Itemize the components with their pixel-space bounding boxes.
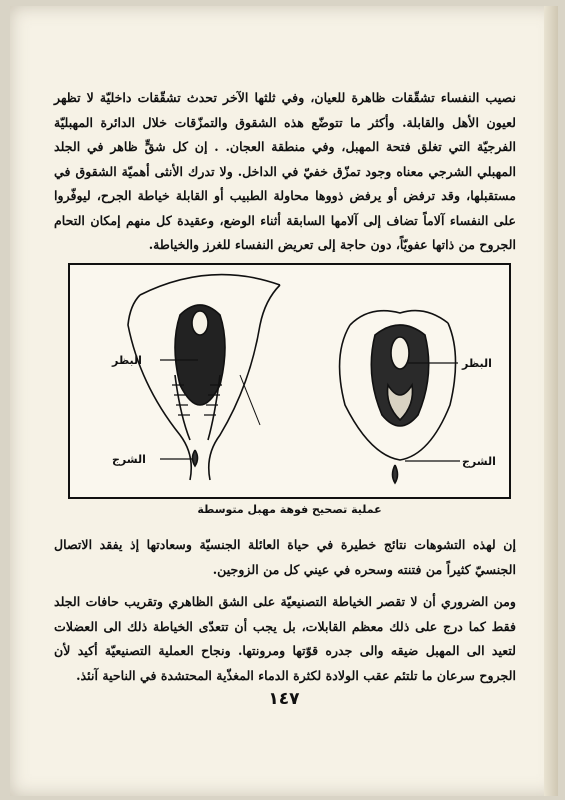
right-anus-label: الشرج — [462, 455, 496, 468]
top-text-block — [54, 86, 516, 266]
left-clitoris-label: البظر — [112, 354, 142, 367]
page-spine-shadow — [544, 6, 558, 796]
figure-caption: عملية تصحيح فوهة مهبل متوسطة — [197, 503, 382, 516]
book-page — [10, 6, 558, 796]
bottom-text-block — [54, 533, 516, 696]
right-diagram — [340, 311, 456, 483]
right-clitoris-label: البظر — [462, 357, 492, 370]
anatomical-figure — [68, 263, 511, 499]
paragraph: ومن الضروري أن لا تقصر الخياطة التصنيعيّة على الشق الظاهري وتقريب حافات الجلد فقط كما درج على ذلك معظم القابلات، بل يجب أن تتعدّى الخياطة ذلك الى العضلات لتعيد الى المهبل ضيقه والى جدره قوّتها ومرونتها. ونجاح العملية التصنيعيّة أكيد لأن الجروح سرعان ما تلتئم عقب الولادة لكثرة الدماء المغذّية المحتشدة في الناحية آنئذ. — [54, 594, 516, 683]
left-anus-label: الشرج — [112, 453, 146, 466]
paragraph: نصيب النفساء تشقّقات ظاهرة للعيان، وفي ثلثها الآخر تحدث تشقّقات داخليّة لا تظهر لعيون الأهل والقابلة. وأكثر ما تتوضّع هذه الشقوق والتمزّقات خلال الدائرة المهبليّة الفرجيّة التي تغلق فتحة المهبل، وفي منطقة العجان. . إن كل شقٍّ ظاهر في الجلد المهبلي الشرجي معناه وجود تمزّق خفيّ في الداخل. ولا تدرك الأنثى أهميّة الشقوق في مستقبلها، وقد ترفض أو يرفض ذووها محاولة الطبيب أو القابلة خياطة الجرح، ليوفّروا على النفساء آلاماً تضاف إلى آلامها السابقة أثناء الوضع، وعقيدة كل منهم إمكان التحام الجروح من ذاتها عفويّاً، دون حاجة إلى تعريض النفساء للغرز والخياطة. — [54, 90, 516, 252]
left-diagram — [128, 275, 280, 480]
paragraph: إن لهذه التشوهات نتائج خطيرة في حياة العائلة الجنسيّة وسعادتها إذ يفقد الاتصال الجنسيّ كثيراً من فتنته وسحره في عيني كل من الزوجين. — [54, 537, 516, 577]
page-number: ١٤٧ — [268, 689, 300, 709]
figure-illustration — [70, 265, 509, 497]
